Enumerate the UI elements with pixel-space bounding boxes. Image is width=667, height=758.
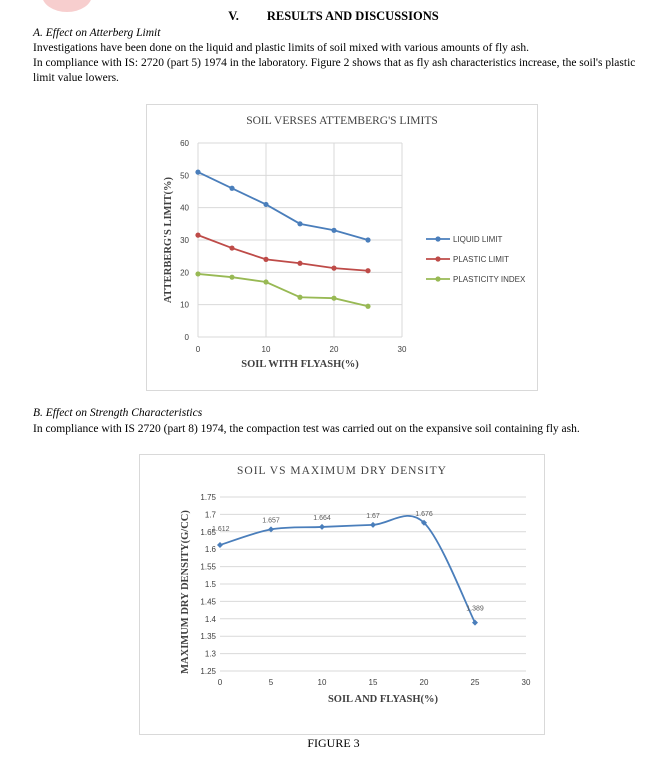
chart1-title: SOIL VERSES ATTEMBERG'S LIMITS — [246, 115, 438, 127]
chart1-ytick-label: 40 — [180, 203, 189, 213]
subsection-a-para-2: In compliance with IS: 2720 (part 5) 1974 in the laboratory. Figure 2 shows that as fly ash characteristics increase, the soil's plastic limit value lowers. — [33, 57, 636, 84]
chart1-data-point — [229, 275, 234, 280]
chart2-ytick-label: 1.6 — [204, 545, 216, 555]
atterberg-chart-svg — [147, 105, 537, 390]
chart1-legend-label: PLASTIC LIMIT — [453, 255, 510, 264]
subsection-b-heading: B. Effect on Strength Characteristics — [33, 407, 203, 419]
chart1-series-line — [198, 172, 368, 240]
chart1-ytick-label: 20 — [180, 268, 189, 278]
chart2-data-point — [319, 524, 325, 530]
chart2-ytick-label: 1.25 — [200, 667, 216, 676]
chart2-data-label: 1.676 — [415, 510, 433, 518]
chart1-data-point — [195, 271, 200, 276]
chart2-data-point — [472, 620, 478, 626]
section-title — [0, 9, 667, 24]
chart1-data-point — [263, 257, 268, 262]
chart1-data-point — [297, 295, 302, 300]
section-heading: RESULTS AND DISCUSSIONS — [266, 9, 439, 23]
chart2-y-axis-label: MAXIMUM DRY DENSITY(G/CC) — [180, 510, 191, 674]
chart1-data-point — [331, 266, 336, 271]
chart2-ytick-label: 1.75 — [200, 493, 216, 502]
chart2-xtick-label: 25 — [470, 678, 480, 687]
chart2-ytick-label: 1.3 — [204, 649, 216, 659]
chart2-data-label: 1.664 — [313, 514, 331, 522]
figure-caption: FIGURE 3 — [307, 736, 360, 750]
chart2-ytick-label: 1.55 — [200, 562, 216, 572]
chart1-data-point — [331, 296, 336, 301]
chart2-xtick-label: 0 — [217, 678, 223, 687]
chart1-xtick-label: 0 — [195, 345, 201, 354]
chart1-data-point — [297, 261, 302, 266]
chart2-ytick-label: 1.5 — [204, 580, 216, 589]
atterberg-chart — [146, 104, 538, 391]
chart1-ytick-label: 30 — [180, 236, 189, 245]
chart2-data-point — [370, 522, 376, 528]
chart1-ytick-label: 50 — [180, 171, 189, 181]
chart1-data-point — [195, 233, 200, 238]
chart2-xtick-label: 30 — [521, 678, 531, 687]
chart1-data-point — [297, 221, 302, 226]
dry-density-chart-svg — [140, 455, 544, 734]
chart1-xtick-label: 10 — [261, 345, 271, 354]
chart2-ytick-label: 1.35 — [200, 632, 216, 642]
chart1-data-point — [229, 186, 234, 191]
chart2-xtick-label: 20 — [419, 678, 429, 687]
chart1-data-point — [365, 304, 370, 309]
chart1-legend-label: PLASTICITY INDEX — [453, 275, 526, 284]
chart2-data-label: 1.389 — [466, 605, 484, 613]
chart2-ytick-label: 1.7 — [204, 510, 216, 520]
chart1-xtick-label: 20 — [329, 345, 339, 354]
chart1-xtick-label: 30 — [397, 345, 407, 354]
section-number: V. — [228, 9, 239, 23]
subsection-a-para-1: Investigations have been done on the liquid and plastic limits of soil mixed with various amounts of fly ash. — [33, 42, 530, 54]
chart1-data-point — [365, 268, 370, 273]
chart1-data-point — [229, 245, 234, 250]
chart1-legend-marker — [435, 236, 440, 241]
chart1-legend-marker — [435, 256, 440, 261]
chart2-xtick-label: 10 — [317, 678, 327, 687]
chart2-xtick-label: 15 — [368, 678, 378, 687]
chart1-legend-marker — [435, 276, 440, 281]
chart1-data-point — [195, 170, 200, 175]
chart1-ytick-label: 10 — [180, 300, 189, 310]
chart1-ytick-label: 0 — [184, 333, 189, 342]
chart2-x-axis-label: SOIL AND FLYASH(%) — [327, 694, 439, 705]
chart2-data-point — [217, 542, 223, 548]
chart1-data-point — [263, 279, 268, 284]
dry-density-chart — [139, 454, 545, 735]
chart1-ytick-label: 60 — [180, 139, 189, 148]
chart1-legend-label: LIQUID LIMIT — [453, 235, 503, 244]
chart1-data-point — [331, 228, 336, 233]
subsection-a-heading: A. Effect on Atterberg Limit — [33, 27, 161, 39]
chart2-data-label: 1.67 — [366, 512, 380, 520]
chart2-data-label: 1.657 — [262, 517, 280, 525]
chart1-series-line — [198, 274, 368, 306]
chart2-xtick-label: 5 — [268, 678, 274, 687]
chart1-data-point — [263, 202, 268, 207]
chart2-data-label: 1.612 — [212, 526, 230, 534]
chart1-y-axis-label: ATTERBERG'S LIMIT(%) — [163, 176, 174, 304]
chart2-ytick-label: 1.45 — [200, 597, 216, 607]
chart1-data-point — [365, 237, 370, 242]
chart2-title: SOIL VS MAXIMUM DRY DENSITY — [237, 465, 447, 477]
chart2-ytick-label: 1.4 — [204, 614, 216, 624]
subsection-b-para-1: In compliance with IS 2720 (part 8) 1974, the compaction test was carried out on the expansive soil containing fly ash. — [33, 423, 580, 435]
chart1-x-axis-label: SOIL WITH FLYASH(%) — [241, 359, 359, 370]
chart2-ytick-label: 1.65 — [200, 527, 216, 537]
